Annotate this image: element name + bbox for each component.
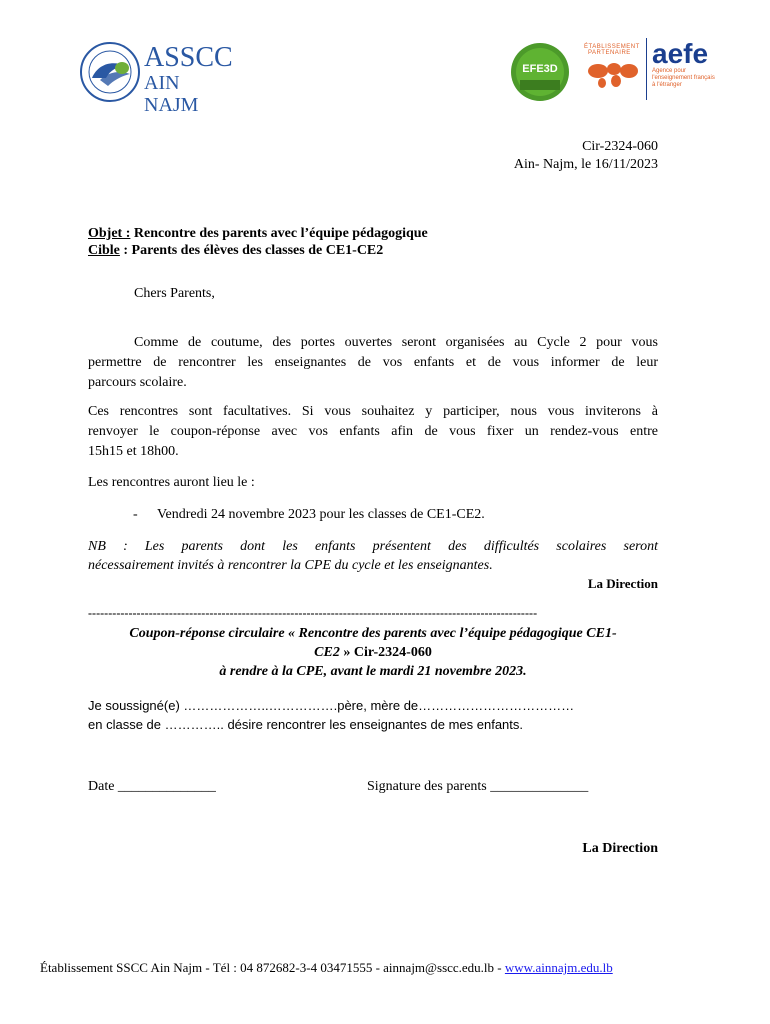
reference-number: Cir-2324-060 <box>582 139 658 154</box>
para2-line: Ces rencontres sont facultatives. Si vous souhaitez y participer, nous vous inviterons à <box>88 404 658 419</box>
nb-line: NB : Les parents dont les enfants présentent des difficultés scolaires seront <box>88 539 658 554</box>
logo-divider <box>646 38 647 100</box>
world-map-icon <box>584 59 640 89</box>
coupon-title-ref: » Cir-2324-060 <box>339 645 432 660</box>
aefe-sub1: Agence pour <box>652 68 687 74</box>
signoff: La Direction <box>587 576 658 591</box>
partner-logo <box>584 44 644 100</box>
target-line <box>88 242 688 260</box>
paragraph-3: Les rencontres auront lieu le : <box>88 475 255 490</box>
cible-text: : Parents des élèves des classes de CE1-CE2 <box>119 243 384 258</box>
para1-line: parcours scolaire. <box>88 375 187 390</box>
efe3d-label: EFE3D <box>522 63 558 75</box>
partner-line1: ÉTABLISSEMENT <box>584 44 640 50</box>
paragraph-2 <box>88 402 658 462</box>
para1-line: Comme de coutume, des portes ouvertes seront organisées au Cycle 2 pour vous <box>134 335 658 350</box>
school-logo <box>78 40 233 116</box>
footer <box>40 958 740 978</box>
cut-line: --------------------------------------------------------------------------------------------------------------- <box>88 606 538 620</box>
coupon-title <box>88 624 658 681</box>
aefe-sub3: à l'étranger <box>652 82 682 88</box>
nb-note <box>88 537 658 575</box>
bullet-dash: - <box>133 507 138 522</box>
greeting: Chers Parents, <box>134 286 215 301</box>
school-logo-name: ASSCC AIN NAJM <box>144 42 233 116</box>
cible-label: Cible <box>88 243 120 258</box>
school-emblem-icon <box>78 40 146 104</box>
coupon-form-line2[interactable]: en classe de ………….. désire rencontrer les enseignantes de mes enfants. <box>88 717 523 732</box>
aefe-sub2: l'enseignement français <box>652 75 715 81</box>
place-date: Ain- Najm, le 16/11/2023 <box>513 157 658 172</box>
coupon-signoff: La Direction <box>582 841 658 856</box>
objet-label: Objet : <box>88 226 131 241</box>
nb-line: nécessairement invités à rencontrer la CPE du cycle et les enseignantes. <box>88 558 493 573</box>
footer-text: Établissement SSCC Ain Najm - Tél : 04 872682-3-4 03471555 - ainnajm@sscc.edu.lb - <box>40 960 505 975</box>
paragraph-1 <box>88 333 658 393</box>
aefe-logo <box>652 40 732 89</box>
para2-line: 15h15 et 18h00. <box>88 444 179 459</box>
signature-field[interactable]: Signature des parents ______________ <box>367 779 589 794</box>
coupon-title-ce2: CE2 <box>314 645 340 660</box>
bullet-item: Vendredi 24 novembre 2023 pour les classes de CE1-CE2. <box>157 507 485 522</box>
coupon-title-line2 <box>88 643 658 662</box>
aefe-wordmark: aefe <box>652 38 709 69</box>
coupon-form-line1[interactable]: Je soussigné(e) ………………..…………….père, mère de……………………………… <box>88 698 575 713</box>
para1-line: permettre de rencontrer les enseignantes de vos enfants et de vous informer de leur <box>88 355 658 370</box>
para2-line: renvoyer le coupon-réponse avec vos enfants afin de vous fixer un rendez-vous entre <box>88 424 658 439</box>
coupon-title-line3: à rendre à la CPE, avant le mardi 21 novembre 2023. <box>219 664 527 679</box>
efe3d-logo <box>510 42 570 102</box>
coupon-title-line1: Coupon-réponse circulaire « Rencontre des parents avec l’équipe pédagogique CE1- <box>129 626 617 641</box>
partner-line2: PARTENAIRE <box>588 50 631 56</box>
website-link[interactable]: www.ainnajm.edu.lb <box>504 960 613 975</box>
objet-text: Rencontre des parents avec l’équipe pédagogique <box>130 226 428 241</box>
subject-line <box>88 225 688 243</box>
date-field[interactable]: Date ______________ <box>88 779 216 794</box>
